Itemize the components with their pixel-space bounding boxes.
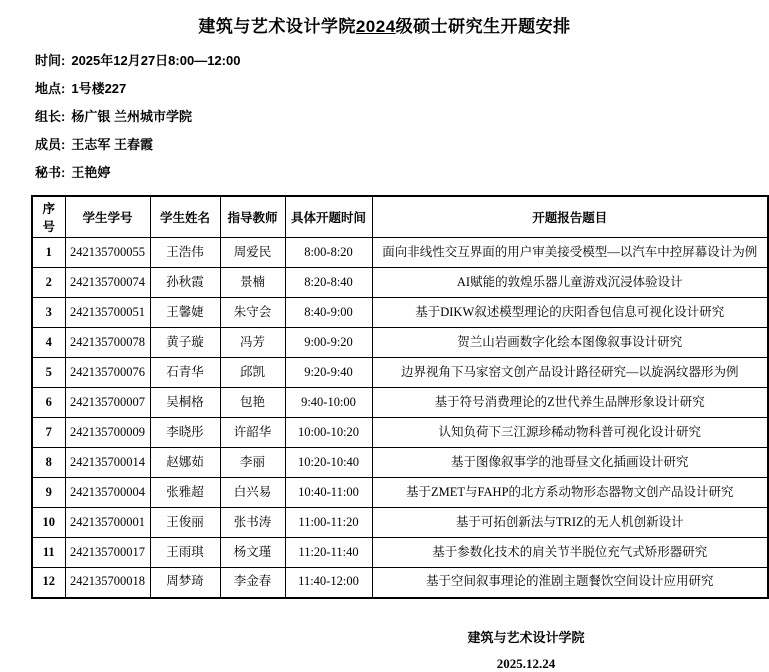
table-body: [32, 238, 768, 598]
meta-members: [35, 131, 766, 159]
cell-student-id: 242135700076: [65, 358, 150, 388]
table-row: [32, 298, 768, 328]
cell-seq: 1: [32, 238, 65, 268]
cell-student-id: 242135700017: [65, 538, 150, 568]
cell-student-name: 张雅超: [150, 478, 220, 508]
table-row: [32, 388, 768, 418]
cell-seq: 2: [32, 268, 65, 298]
cell-seq: 12: [32, 568, 65, 598]
cell-student-id: 242135700009: [65, 418, 150, 448]
cell-time: 8:40-9:00: [285, 298, 372, 328]
cell-time: 8:20-8:40: [285, 268, 372, 298]
table-row: [32, 448, 768, 478]
cell-time: 11:00-11:20: [285, 508, 372, 538]
cell-time: 10:00-10:20: [285, 418, 372, 448]
cell-seq: 7: [32, 418, 65, 448]
title-suffix: 级硕士研究生开题安排: [395, 17, 571, 36]
cell-student-name: 孙秋霞: [150, 268, 220, 298]
meta-time: [35, 47, 766, 75]
cell-time: 10:40-11:00: [285, 478, 372, 508]
cell-student-id: 242135700004: [65, 478, 150, 508]
cell-student-name: 吴桐格: [150, 388, 220, 418]
cell-seq: 4: [32, 328, 65, 358]
meta-secretary-value: 王艳婷: [71, 165, 111, 180]
cell-time: 10:20-10:40: [285, 448, 372, 478]
cell-supervisor: 邱凯: [220, 358, 285, 388]
table-row: [32, 478, 768, 508]
cell-student-name: 周梦琦: [150, 568, 220, 598]
meta-location: [35, 75, 766, 103]
cell-supervisor: 李丽: [220, 448, 285, 478]
header-supervisor: 指导教师: [220, 196, 285, 238]
cell-seq: 8: [32, 448, 65, 478]
cell-topic: 面向非线性交互界面的用户审美接受模型—以汽车中控屏幕设计为例: [372, 238, 768, 268]
cell-student-id: 242135700001: [65, 508, 150, 538]
cell-student-name: 赵娜茹: [150, 448, 220, 478]
cell-student-id: 242135700078: [65, 328, 150, 358]
cell-topic: 边界视角下马家窑文创产品设计路径研究—以旋涡纹器形为例: [372, 358, 768, 388]
cell-student-name: 王浩伟: [150, 238, 220, 268]
cell-time: 9:40-10:00: [285, 388, 372, 418]
meta-group-leader: [35, 103, 766, 131]
cell-time: 11:40-12:00: [285, 568, 372, 598]
page-title: [3, 12, 766, 37]
meta-time-value: 2025年12月27日8:00—12:00: [71, 53, 241, 68]
cell-time: 8:00-8:20: [285, 238, 372, 268]
cell-topic: 基于符号消费理论的Z世代养生品牌形象设计研究: [372, 388, 768, 418]
cell-supervisor: 李金春: [220, 568, 285, 598]
cell-seq: 3: [32, 298, 65, 328]
cell-student-id: 242135700007: [65, 388, 150, 418]
cell-seq: 10: [32, 508, 65, 538]
table-row: [32, 568, 768, 598]
cell-topic: 基于ZMET与FAHP的北方系动物形态器物文创产品设计研究: [372, 478, 768, 508]
meta-time-label: 时间:: [35, 53, 66, 68]
cell-student-id: 242135700014: [65, 448, 150, 478]
cell-topic: 基于空间叙事理论的淮剧主题餐饮空间设计应用研究: [372, 568, 768, 598]
cell-student-name: 黄子璇: [150, 328, 220, 358]
header-time: 具体开题时间: [285, 196, 372, 238]
cell-topic: 贺兰山岩画数字化绘本图像叙事设计研究: [372, 328, 768, 358]
cell-topic: 基于参数化技术的肩关节半脱位充气式矫形器研究: [372, 538, 768, 568]
cell-student-id: 242135700018: [65, 568, 150, 598]
cell-supervisor: 冯芳: [220, 328, 285, 358]
meta-secretary-label: 秘书:: [35, 165, 66, 180]
meta-secretary: [35, 159, 766, 187]
cell-supervisor: 许韶华: [220, 418, 285, 448]
cell-time: 9:20-9:40: [285, 358, 372, 388]
header-seq: 序号: [32, 196, 65, 238]
footer-org: 建筑与艺术设计学院: [467, 629, 585, 645]
table-row: [32, 358, 768, 388]
cell-student-id: 242135700055: [65, 238, 150, 268]
cell-time: 11:20-11:40: [285, 538, 372, 568]
cell-supervisor: 张书涛: [220, 508, 285, 538]
meta-group-leader-value: 杨广银 兰州城市学院: [71, 109, 192, 124]
cell-supervisor: 景楠: [220, 268, 285, 298]
meta-block: [35, 47, 766, 187]
table-row: [32, 328, 768, 358]
cell-student-id: 242135700074: [65, 268, 150, 298]
cell-seq: 11: [32, 538, 65, 568]
cell-seq: 5: [32, 358, 65, 388]
table-row: [32, 508, 768, 538]
cell-supervisor: 朱守会: [220, 298, 285, 328]
cell-topic: AI赋能的敦煌乐器儿童游戏沉浸体验设计: [372, 268, 768, 298]
cell-topic: 基于图像叙事学的池哥昼文化插画设计研究: [372, 448, 768, 478]
cell-supervisor: 包艳: [220, 388, 285, 418]
meta-members-label: 成员:: [35, 137, 66, 152]
cell-student-name: 王雨琪: [150, 538, 220, 568]
meta-location-value: 1号楼227: [71, 81, 127, 96]
cell-topic: 认知负荷下三江源珍稀动物科普可视化设计研究: [372, 418, 768, 448]
cell-topic: 基于可拓创新法与TRIZ的无人机创新设计: [372, 508, 768, 538]
cell-student-name: 王馨婕: [150, 298, 220, 328]
header-student-name: 学生姓名: [150, 196, 220, 238]
cell-student-id: 242135700051: [65, 298, 150, 328]
cell-supervisor: 杨文瑾: [220, 538, 285, 568]
header-student-id: 学生学号: [65, 196, 150, 238]
cell-topic: 基于DIKW叙述模型理论的庆阳香包信息可视化设计研究: [372, 298, 768, 328]
cell-student-name: 王俊丽: [150, 508, 220, 538]
table-row: [32, 268, 768, 298]
table-row: [32, 538, 768, 568]
cell-seq: 6: [32, 388, 65, 418]
meta-members-value: 王志军 王春霞: [71, 137, 153, 152]
cell-time: 9:00-9:20: [285, 328, 372, 358]
cell-supervisor: 白兴易: [220, 478, 285, 508]
cell-student-name: 石青华: [150, 358, 220, 388]
table-row: [32, 238, 768, 268]
meta-group-leader-label: 组长:: [35, 109, 66, 124]
cell-seq: 9: [32, 478, 65, 508]
schedule-table: [31, 195, 769, 599]
meta-location-label: 地点:: [35, 81, 66, 96]
footer-date: 2025.12.24: [496, 655, 556, 671]
cell-supervisor: 周爱民: [220, 238, 285, 268]
title-year: 2024: [355, 17, 396, 36]
footer: [436, 627, 616, 672]
cell-student-name: 李晓彤: [150, 418, 220, 448]
table-row: [32, 418, 768, 448]
table-header-row: [32, 196, 768, 238]
header-topic: 开题报告题目: [372, 196, 768, 238]
title-prefix: 建筑与艺术设计学院: [198, 17, 356, 36]
